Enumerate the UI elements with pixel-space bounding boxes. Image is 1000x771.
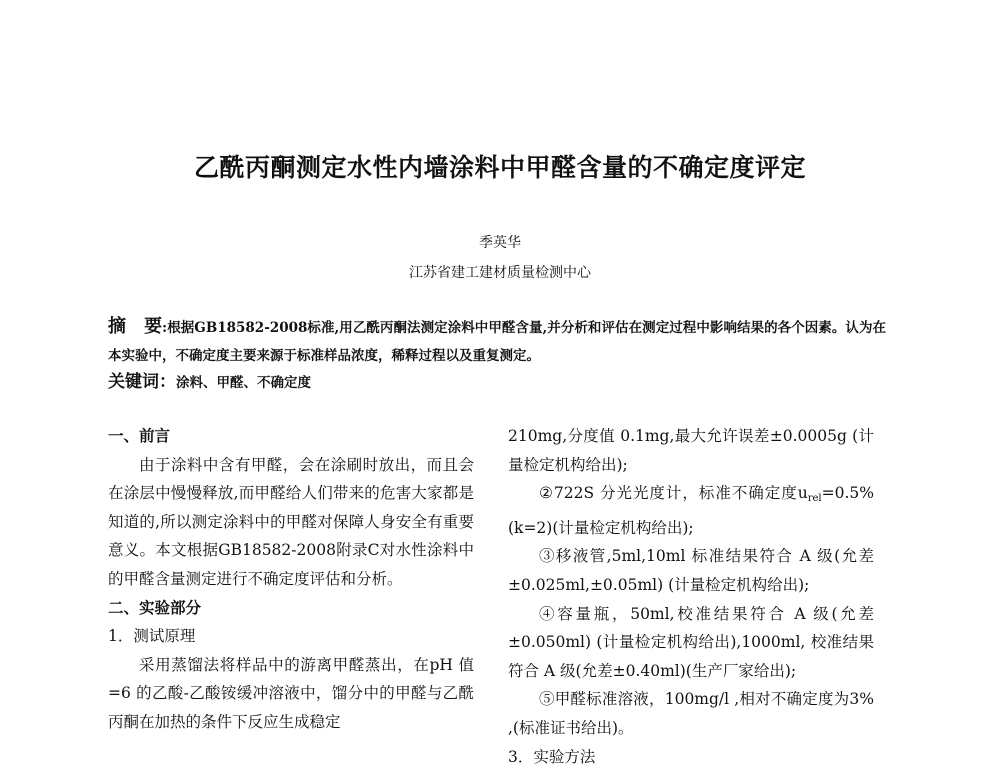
keywords-label: 关键词：	[108, 372, 176, 392]
abstract-text: :根据GB18582-2008标准,用乙酰丙酮法测定涂料中甲醛含量,并分析和评估在测定过程中影响结果的各个因素。认为在本实验中，不确定度主要来源于标准样品浓度，稀释过程以及重复测定。	[108, 320, 886, 364]
author-affiliation: 江苏省建工建材质量检测中心	[409, 265, 591, 281]
principle-paragraph: 采用蒸馏法将样品中的游离甲醛蒸出，在pH 值=6 的乙酸-乙酸铵缓冲溶液中，馏分中的甲醛与乙酰丙酮在加热的条件下反应生成稳定	[108, 655, 474, 731]
keywords-text: 涂料、甲醛、不确定度	[176, 375, 311, 391]
keywords	[108, 369, 886, 396]
intro-paragraph: 由于涂料中含有甲醛，会在涂刷时放出，而且会在涂层中慢慢释放,而甲醛给人们带来的危害大家都是知道的,所以测定涂料中的甲醛对保障人身安全有重要意义。本文根据GB18582-2008附录C对水性涂料中的甲醛含量测定进行不确定度评估和分析。	[108, 455, 474, 588]
left-column	[108, 422, 474, 737]
subsection-heading-method: 3．实验方法	[508, 747, 596, 766]
urel-subscript: rel	[807, 493, 822, 505]
paper-title: 乙酰丙酮测定水性内墙涂料中甲醛含量的不确定度评定	[193, 153, 806, 182]
abstract	[108, 313, 886, 370]
right-column	[508, 422, 874, 771]
section-heading-experiment: 二、实验部分	[108, 597, 202, 617]
pipette-item: ③移液管,5ml,10ml 标准结果符合 A 级(允差±0.025ml,±0.05ml) (计量检定机构给出);	[508, 547, 874, 594]
subsection-heading-principle: 1．测试原理	[108, 627, 196, 646]
spectrophotometer-text-a: ②722S 分光光度计，标准不确定度u	[539, 484, 808, 503]
section-heading-introduction: 一、前言	[108, 426, 171, 445]
balance-spec-continued: 210mg,分度值 0.1mg,最大允许误差±0.0005g (计量检定机构给出);	[508, 427, 874, 474]
spectrophotometer-text-b: =0.5%(k=2)(计量检定机构给出);	[508, 484, 874, 537]
volumetric-flask-item: ④容量瓶，50ml,校准结果符合 A 级(允差±0.050ml) (计量检定机构给出),1000ml, 校准结果符合 A 级(允差±0.40ml)(生产厂家给出);	[508, 604, 874, 680]
abstract-label: 摘 要	[108, 316, 163, 337]
spectrophotometer-item	[508, 479, 874, 542]
formaldehyde-standard-item: ⑤甲醛标准溶液，100mg/l ,相对不确定度为3% ,(标准证书给出)。	[508, 690, 874, 737]
author-name: 季英华	[479, 235, 521, 251]
